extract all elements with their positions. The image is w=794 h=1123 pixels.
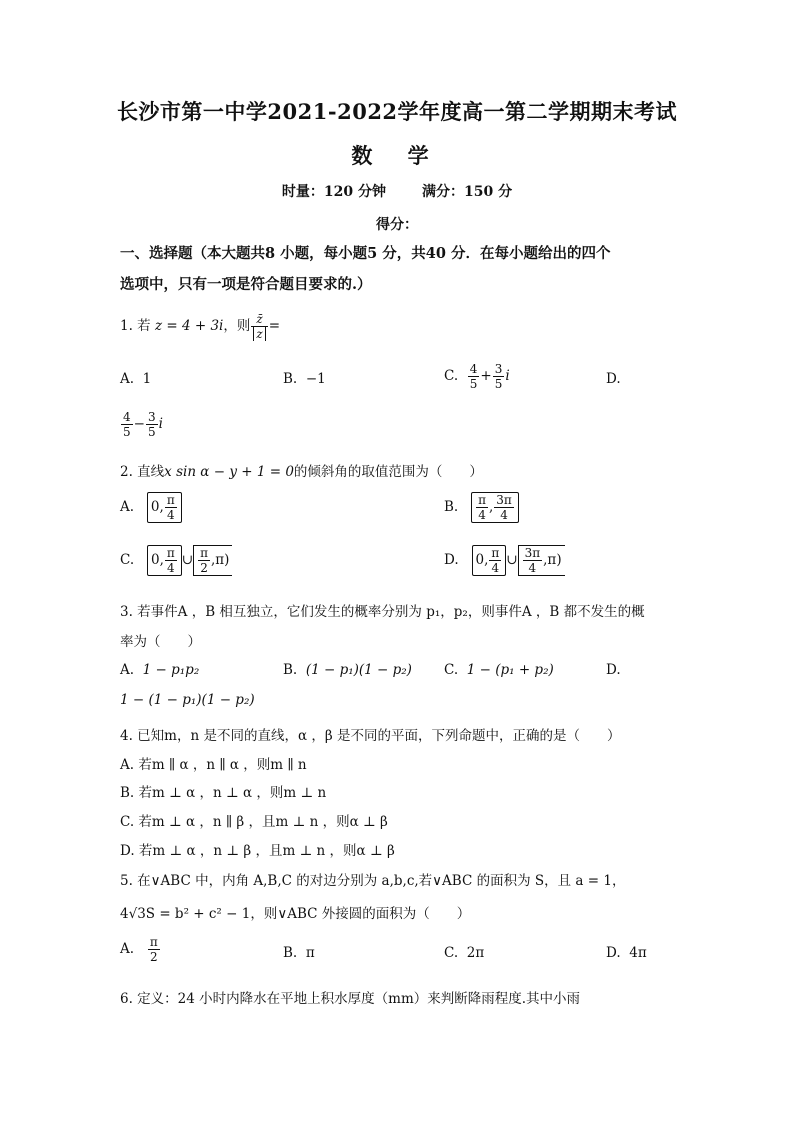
q5-option-b: [283, 945, 315, 961]
q2-opt-b-d2: 4: [500, 508, 508, 522]
q1-option-d: [120, 410, 163, 439]
q1-opt-c-i: i: [505, 368, 510, 384]
q1-suffix: =: [268, 318, 281, 334]
q3-option-a: [120, 662, 199, 678]
q2-opt-a-n: π: [166, 493, 175, 507]
q2-opt-d-d2: 4: [528, 561, 537, 575]
q4-option-a: A. 若m ∥ α ，n ∥ α ，则m ∥ n: [120, 757, 307, 773]
q1-opt-c-frac1: [468, 362, 480, 391]
q5-opt-c-label: C.: [444, 945, 459, 961]
q1-option-c: [444, 362, 510, 391]
q2-opt-b-n1: π: [478, 493, 486, 507]
q2-opt-d-interval1: [472, 545, 507, 576]
q1-option-b: [283, 371, 326, 387]
q5-opt-b-value: π: [305, 945, 315, 961]
q2-option-d: [444, 545, 565, 576]
q2-opt-d-label: D.: [444, 552, 459, 568]
q2-opt-c-union: ∪: [181, 552, 194, 568]
q2-opt-a-d: 4: [166, 508, 175, 522]
q4-option-d: D. 若m ⊥ α ，n ⊥ β ，且m ⊥ n ，则α ⊥ β: [120, 843, 395, 859]
q1-opt-d-op: −: [133, 416, 145, 432]
q2-opt-c-n1: π: [166, 546, 175, 560]
question-5-line1: 5. 在∨ABC 中，内角 A,B,C 的对边分别为 a,b,c,若∨ABC 的面积为 S，且 a = 1，: [120, 873, 626, 889]
q2-opt-a-interval: [147, 492, 182, 523]
question-4-stem: 4. 已知m，n 是不同的直线，α ，β 是不同的平面，下列命题中，正确的是（ ）: [120, 728, 621, 744]
question-1-stem: [120, 312, 280, 341]
q2-opt-c-label: C.: [120, 552, 135, 568]
q2-opt-c-interval1: [147, 545, 182, 576]
q5-option-a: [120, 935, 161, 964]
q1-opt-d-n2: 3: [147, 410, 156, 424]
q5-opt-d-label: D.: [606, 945, 621, 961]
q1-prefix: 1. 若: [120, 318, 151, 334]
q2-suffix: 的倾斜角的取值范围为（ ）: [293, 464, 483, 480]
q1-opt-a-value: 1: [142, 371, 152, 387]
q2-prefix: 2. 直线: [120, 464, 165, 480]
q2-opt-a-label: A.: [120, 499, 135, 515]
section-heading-line1: 一、选择题（本大题共8 小题，每小题5 分，共40 分．在每小题给出的四个: [120, 245, 611, 262]
q1-opt-d-frac1: [121, 410, 133, 439]
q2-opt-b-frac2: [494, 493, 514, 522]
q1-opt-d-d1: 5: [123, 425, 131, 439]
q2-opt-a-left: 0,: [150, 499, 164, 515]
q2-opt-c-d1: 4: [167, 561, 175, 575]
q1-opt-a-label: A.: [120, 371, 135, 387]
exam-info: [0, 181, 794, 201]
q3-option-c: [444, 662, 554, 678]
q4-option-c: C. 若m ⊥ α ，n ∥ β ，且m ⊥ n ，则α ⊥ β: [120, 814, 388, 830]
q2-opt-c-frac2: [198, 546, 210, 575]
exam-title: 长沙市第一中学2021-2022学年度高一第二学期期末考试: [116, 99, 678, 124]
q2-opt-b-n2: 3π: [496, 493, 512, 507]
q1-opt-d-frac2: [146, 410, 158, 439]
q1-frac-num: z̄: [251, 312, 267, 327]
q1-opt-c-d1: 5: [469, 377, 478, 391]
q3-opt-a-label: A.: [120, 662, 135, 678]
q5-opt-a-label: A.: [120, 941, 135, 957]
q1-opt-c-n1: 4: [469, 362, 478, 376]
q1-opt-b-label: B.: [283, 371, 298, 387]
q2-opt-b-label: B.: [444, 499, 459, 515]
q2-opt-d-right: ,π: [543, 552, 557, 568]
q2-opt-d-frac2: [523, 546, 543, 575]
q1-option-d-label: D.: [606, 371, 621, 387]
q2-opt-b-interval: [471, 492, 519, 523]
q1-frac-den: z: [253, 327, 265, 341]
q2-opt-d-union: ∪: [506, 552, 518, 568]
q2-opt-c-interval2: $\frac{\pi}{2}$ ,π): [193, 545, 232, 576]
question-3-line2: 率为（ ）: [120, 634, 201, 650]
q5-option-c: [444, 945, 484, 961]
q2-opt-b-comma: ,: [488, 499, 494, 515]
q2-opt-d-n2: 3π: [524, 546, 541, 560]
q1-fraction: [251, 312, 267, 341]
question-6-stem: 6. 定义：24 小时内降水在平地上积水厚度（mm）来判断降雨程度.其中小雨: [120, 991, 581, 1007]
q1-opt-c-label: C.: [444, 368, 459, 384]
q5-opt-c-value: 2π: [466, 945, 485, 961]
q3-opt-b-value: (1 − p₁)(1 − p₂): [305, 662, 412, 678]
q3-opt-a-value: 1 − p₁p₂: [142, 662, 200, 678]
q2-opt-c-left: 0,: [151, 552, 164, 568]
q3-opt-c-value: 1 − (p₁ + p₂): [466, 662, 554, 678]
q5-opt-a-n: π: [149, 935, 158, 949]
subject-title: 数 学: [351, 143, 443, 168]
q1-opt-c-d2: 5: [494, 377, 503, 391]
q2-opt-c-right: ,π: [211, 552, 225, 568]
q1-option-a: [120, 371, 151, 387]
q3-option-d-value: 1 − (1 − p₁)(1 − p₂): [120, 692, 255, 708]
q1-opt-c-op: +: [480, 368, 492, 384]
question-3-line1: 3. 若事件A ，B 相互独立，它们发生的概率分别为 p₁，p₂，则事件A ，B 都不发生的概: [120, 604, 645, 620]
q2-option-b: [444, 492, 519, 523]
q3-opt-b-label: B.: [283, 662, 298, 678]
q1-opt-b-value: −1: [305, 371, 326, 387]
q2-opt-c-d2: 2: [200, 561, 208, 575]
q2-opt-d-d1: 4: [491, 561, 500, 575]
q3-opt-c-label: C.: [444, 662, 459, 678]
full-score: 满分：150 分: [422, 184, 513, 200]
q1-opt-c-frac2: [493, 362, 505, 391]
q1-opt-c-n2: 3: [494, 362, 503, 376]
score-label: 得分：: [376, 217, 418, 233]
q2-option-a: [120, 492, 182, 523]
q2-opt-a-frac: [165, 493, 177, 522]
q1-equation: z = 4 + 3i: [154, 318, 224, 334]
q2-equation: x sin α − y + 1 = 0: [164, 464, 294, 480]
q2-opt-b-d1: 4: [478, 508, 486, 522]
q3-option-d-label: D.: [606, 662, 621, 678]
q5-opt-b-label: B.: [283, 945, 298, 961]
q5-opt-a-frac: [148, 935, 160, 964]
q4-option-b: B. 若m ⊥ α ，n ⊥ α ，则m ⊥ n: [120, 785, 327, 801]
question-2-stem: [120, 460, 483, 480]
q5-opt-d-value: 4π: [629, 945, 647, 961]
q2-opt-d-n1: π: [491, 546, 500, 560]
question-5-line2: 4√3S = b² + c² − 1，则∨ABC 外接圆的面积为（ ）: [120, 906, 471, 922]
q2-opt-c-frac1: [165, 546, 177, 575]
q1-opt-d-d2: 5: [147, 425, 156, 439]
q2-opt-d-left: 0,: [475, 552, 489, 568]
q1-opt-d-i: i: [158, 416, 163, 432]
q1-mid: ，则: [223, 318, 251, 334]
q2-opt-d-interval2: $\frac{3\pi}{4}$ ,π): [518, 545, 565, 576]
q3-option-b: [283, 662, 412, 678]
q2-opt-c-n2: π: [200, 546, 208, 560]
q1-opt-d-n1: 4: [123, 410, 131, 424]
q5-option-d: [606, 945, 647, 961]
q5-opt-a-d: 2: [150, 950, 158, 964]
q2-option-c: [120, 545, 232, 576]
section-heading-line2: 选项中，只有一项是符合题目要求的.）: [120, 276, 372, 293]
time-limit: 时量：120 分钟: [281, 184, 386, 200]
q2-opt-d-frac1: [489, 546, 501, 575]
q2-opt-b-frac1: [476, 493, 488, 522]
